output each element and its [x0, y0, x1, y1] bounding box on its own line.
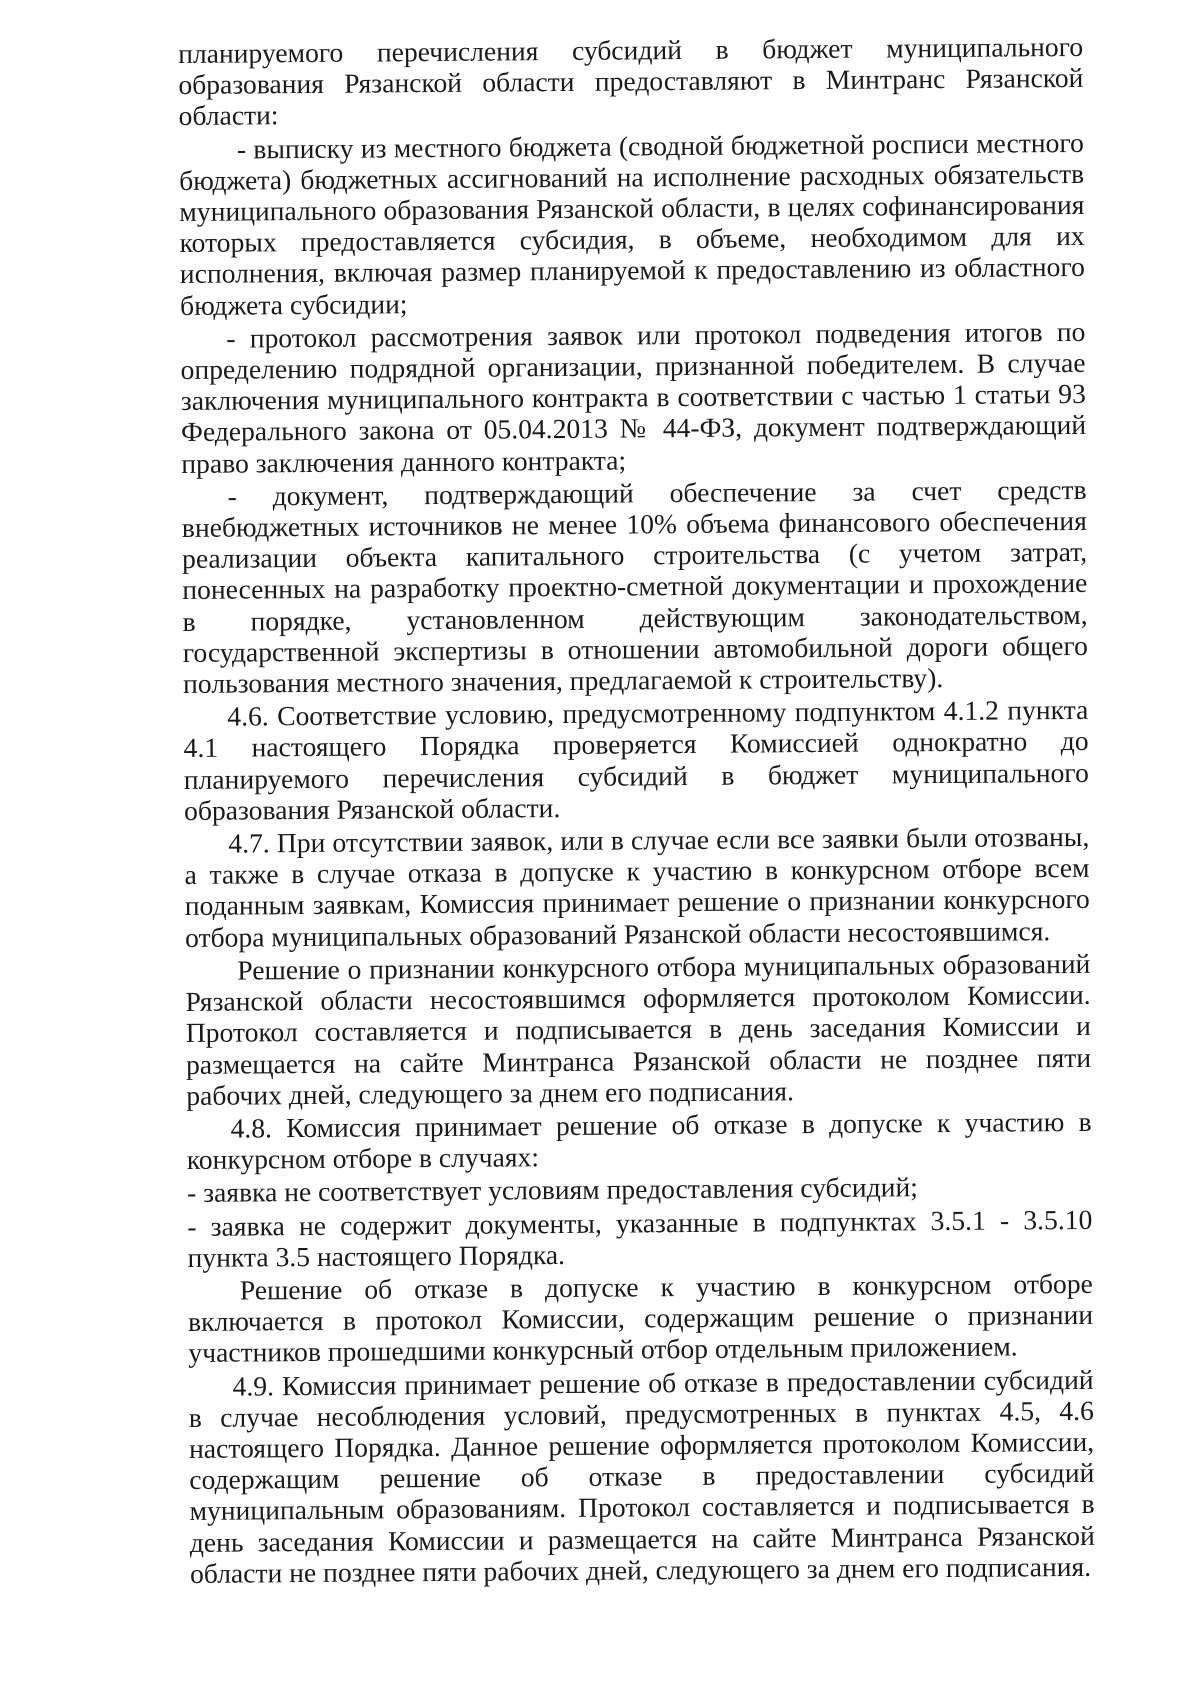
paragraph-intro-continuation: планируемого перечисления субсидий в бюджет муниципального образования Рязанской области предоставляют в Минтранс Рязанской области:	[178, 30, 1084, 132]
paragraph-4-7: 4.7. При отсутствии заявок, или в случае если все заявки были отозваны, а также в случае отказа в допуске к участию в конкурсном отборе всем поданным заявкам, Комиссия принимает решение о признании конкурсного отбора муниципальных образований Рязанской области несостоявшимся.	[184, 820, 1090, 953]
paragraph-4-6: 4.6. Соответствие условию, предусмотренному подпунктом 4.1.2 пункта 4.1 настоящего Порядка проверяется Комиссией однократно до планируемого перечисления субсидий в бюджет муниципального образования Рязанской области.	[183, 694, 1089, 826]
list-item-extrabudgetary-document: - документ, подтверждающий обеспечение за счет средств внебюджетных источников не менее 10% объема финансового обеспечения реализации объекта капитального строительства (с учетом затрат, понесенных на разработку проектно-сметной документации и прохождение в порядке, установленном действующим законодательством, государственной экспертизы в отношении автомобильной дороги общего пользования местного значения, предлагаемой к строительству).	[181, 473, 1088, 700]
list-item-budget-extract: - выписку из местного бюджета (сводной бюджетной росписи местного бюджета) бюджетных ассигнований на исполнение расходных обязательств муниципального образования Рязанской области, в целях софинансирования которых предоставляется субсидия, в объеме, необходимом для их исполнения, включая размер планируемой к предоставлению из областного бюджета субсидии;	[178, 126, 1085, 321]
paragraph-4-8: 4.8. Комиссия принимает решение об отказе в допуске к участию в конкурсном отборе в случаях:	[186, 1105, 1092, 1176]
paragraph-failed-selection-decision: Решение о признании конкурсного отбора муниципальных образований Рязанской области несостоявшимся оформляется протоколом Комиссии. Протокол составляется и подписывается в день заседания Комиссии и размещается на сайте Минтранса Рязанской области не позднее пяти рабочих дней, следующего за днем его подписания.	[185, 947, 1092, 1111]
list-item-missing-documents: - заявка не содержит документы, указанные в подпунктах 3.5.1 - 3.5.10 пункта 3.5 настоящего Порядка.	[187, 1203, 1093, 1273]
document-body	[178, 31, 1095, 1589]
paragraph-refusal-inclusion: Решение об отказе в допуске к участию в конкурсном отборе включается в протокол Комиссии, содержащим решение о признании участников прошедшими конкурсный отбор отдельным приложением.	[187, 1267, 1094, 1369]
paragraph-4-9: 4.9. Комиссия принимает решение об отказе в предоставлении субсидий в случае несоблюдения условий, предусмотренных в пунктах 4.5, 4.6 настоящего Порядка. Данное решение оформляется протоколом Комиссии, содержащим решение об отказе в предоставлении субсидий муниципальным образованиям. Протокол составляется и подписывается в день заседания Комиссии и размещается на сайте Минтранса Рязанской области не позднее пяти рабочих дней, следующего за днем его подписания.	[188, 1363, 1095, 1589]
list-item-protocol: - протокол рассмотрения заявок или протокол подведения итогов по определению подрядной организации, признанной победителем. В случае заключения муниципального контракта в соответствии с частью 1 статьи 93 Федерального закона от 05.04.2013 № 44-ФЗ, документ подтверждающий право заключения данного контракта;	[180, 315, 1087, 479]
list-item-not-compliant: - заявка не соответствует условиям предоставления субсидий;	[186, 1171, 918, 1209]
